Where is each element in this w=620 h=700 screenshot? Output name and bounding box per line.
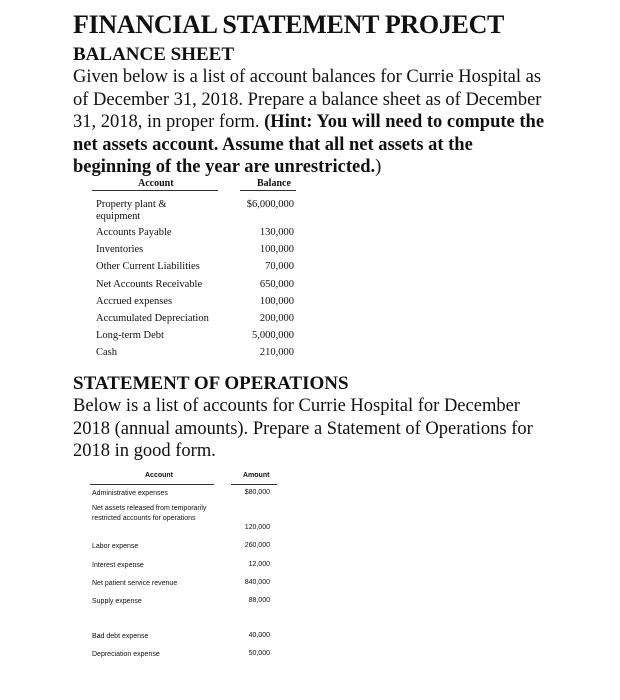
table-row-value: 120,000 <box>244 524 270 531</box>
table-row-value: 50,000 <box>248 650 270 657</box>
table-row-account: Net assets released from temporarily restricted accounts for operations <box>92 505 207 522</box>
table-row-account: Bad debt expense <box>92 633 149 640</box>
table-row-account: Other Current Liabilities <box>96 261 200 272</box>
balance-header-rule-balance <box>240 190 296 191</box>
table-row-account: Net Accounts Receivable <box>96 279 203 290</box>
table-row-value: 210,000 <box>259 347 294 358</box>
balance-sheet-instructions <box>73 66 551 179</box>
table-row-account: Net patient service revenue <box>92 580 178 587</box>
operations-col-amount: Amount <box>243 472 270 479</box>
balance-col-balance: Balance <box>257 178 291 189</box>
table-row-value: 40,000 <box>248 632 270 639</box>
table-row-value: 200,000 <box>259 313 294 324</box>
balance-header-rule-account <box>92 190 218 191</box>
table-row-value: $6,000,000 <box>246 199 294 210</box>
table-row-account: Long-term Debt <box>96 330 164 341</box>
table-row-value: 100,000 <box>259 244 294 255</box>
table-row-account: Cash <box>96 347 117 358</box>
table-row-account: Inventories <box>96 244 144 255</box>
table-row-value: 12,000 <box>248 561 270 568</box>
page-title: FINANCIAL STATEMENT PROJECT <box>73 10 505 39</box>
table-row-value: 88,000 <box>248 597 270 604</box>
table-row-value: 840,000 <box>244 579 270 586</box>
operations-header-rule-account <box>90 484 214 485</box>
operations-header-rule-amount <box>231 484 277 485</box>
operations-col-account: Account <box>145 472 173 479</box>
balance-sheet-hint: (Hint: You will need to compute the net assets account. Assume that all net assets at the beginning of the year are unrestricted. <box>73 112 545 177</box>
table-row-account: Interest expense <box>92 562 144 569</box>
table-row-account: Supply expense <box>92 598 142 605</box>
table-row-value: $80,000 <box>244 489 270 496</box>
table-row-value: 650,000 <box>259 279 294 290</box>
table-row-account: Accumulated Depreciation <box>96 313 209 324</box>
table-row-account: Labor expense <box>92 543 139 550</box>
table-row-account: Property plant & equipment <box>96 199 167 222</box>
table-row-account: Administrative expenses <box>92 490 168 497</box>
balance-sheet-intro: Given below is a list of account balances for Currie Hospital as of December 31, 2018. Prepare a balance sheet as of December 31, 2018, in proper form. <box>73 67 542 132</box>
table-row-value: 5,000,000 <box>252 330 294 341</box>
table-row-account: Accrued expenses <box>96 296 173 307</box>
table-row-value: 260,000 <box>244 542 270 549</box>
table-row-value: 70,000 <box>265 261 294 272</box>
operations-heading: STATEMENT OF OPERATIONS <box>73 373 349 394</box>
table-row-account: Depreciation expense <box>92 651 160 658</box>
table-row-value: 130,000 <box>259 227 294 238</box>
balance-sheet-hint-close: ) <box>375 157 382 177</box>
table-row-account: Accounts Payable <box>96 227 172 238</box>
balance-sheet-heading: BALANCE SHEET <box>73 44 235 65</box>
operations-instructions: Below is a list of accounts for Currie Hospital for December 2018 (annual amounts). Prepare a Statement of Operations for 2018 in good form. <box>73 396 533 461</box>
balance-col-account: Account <box>138 178 174 189</box>
table-row-value: 100,000 <box>259 296 294 307</box>
